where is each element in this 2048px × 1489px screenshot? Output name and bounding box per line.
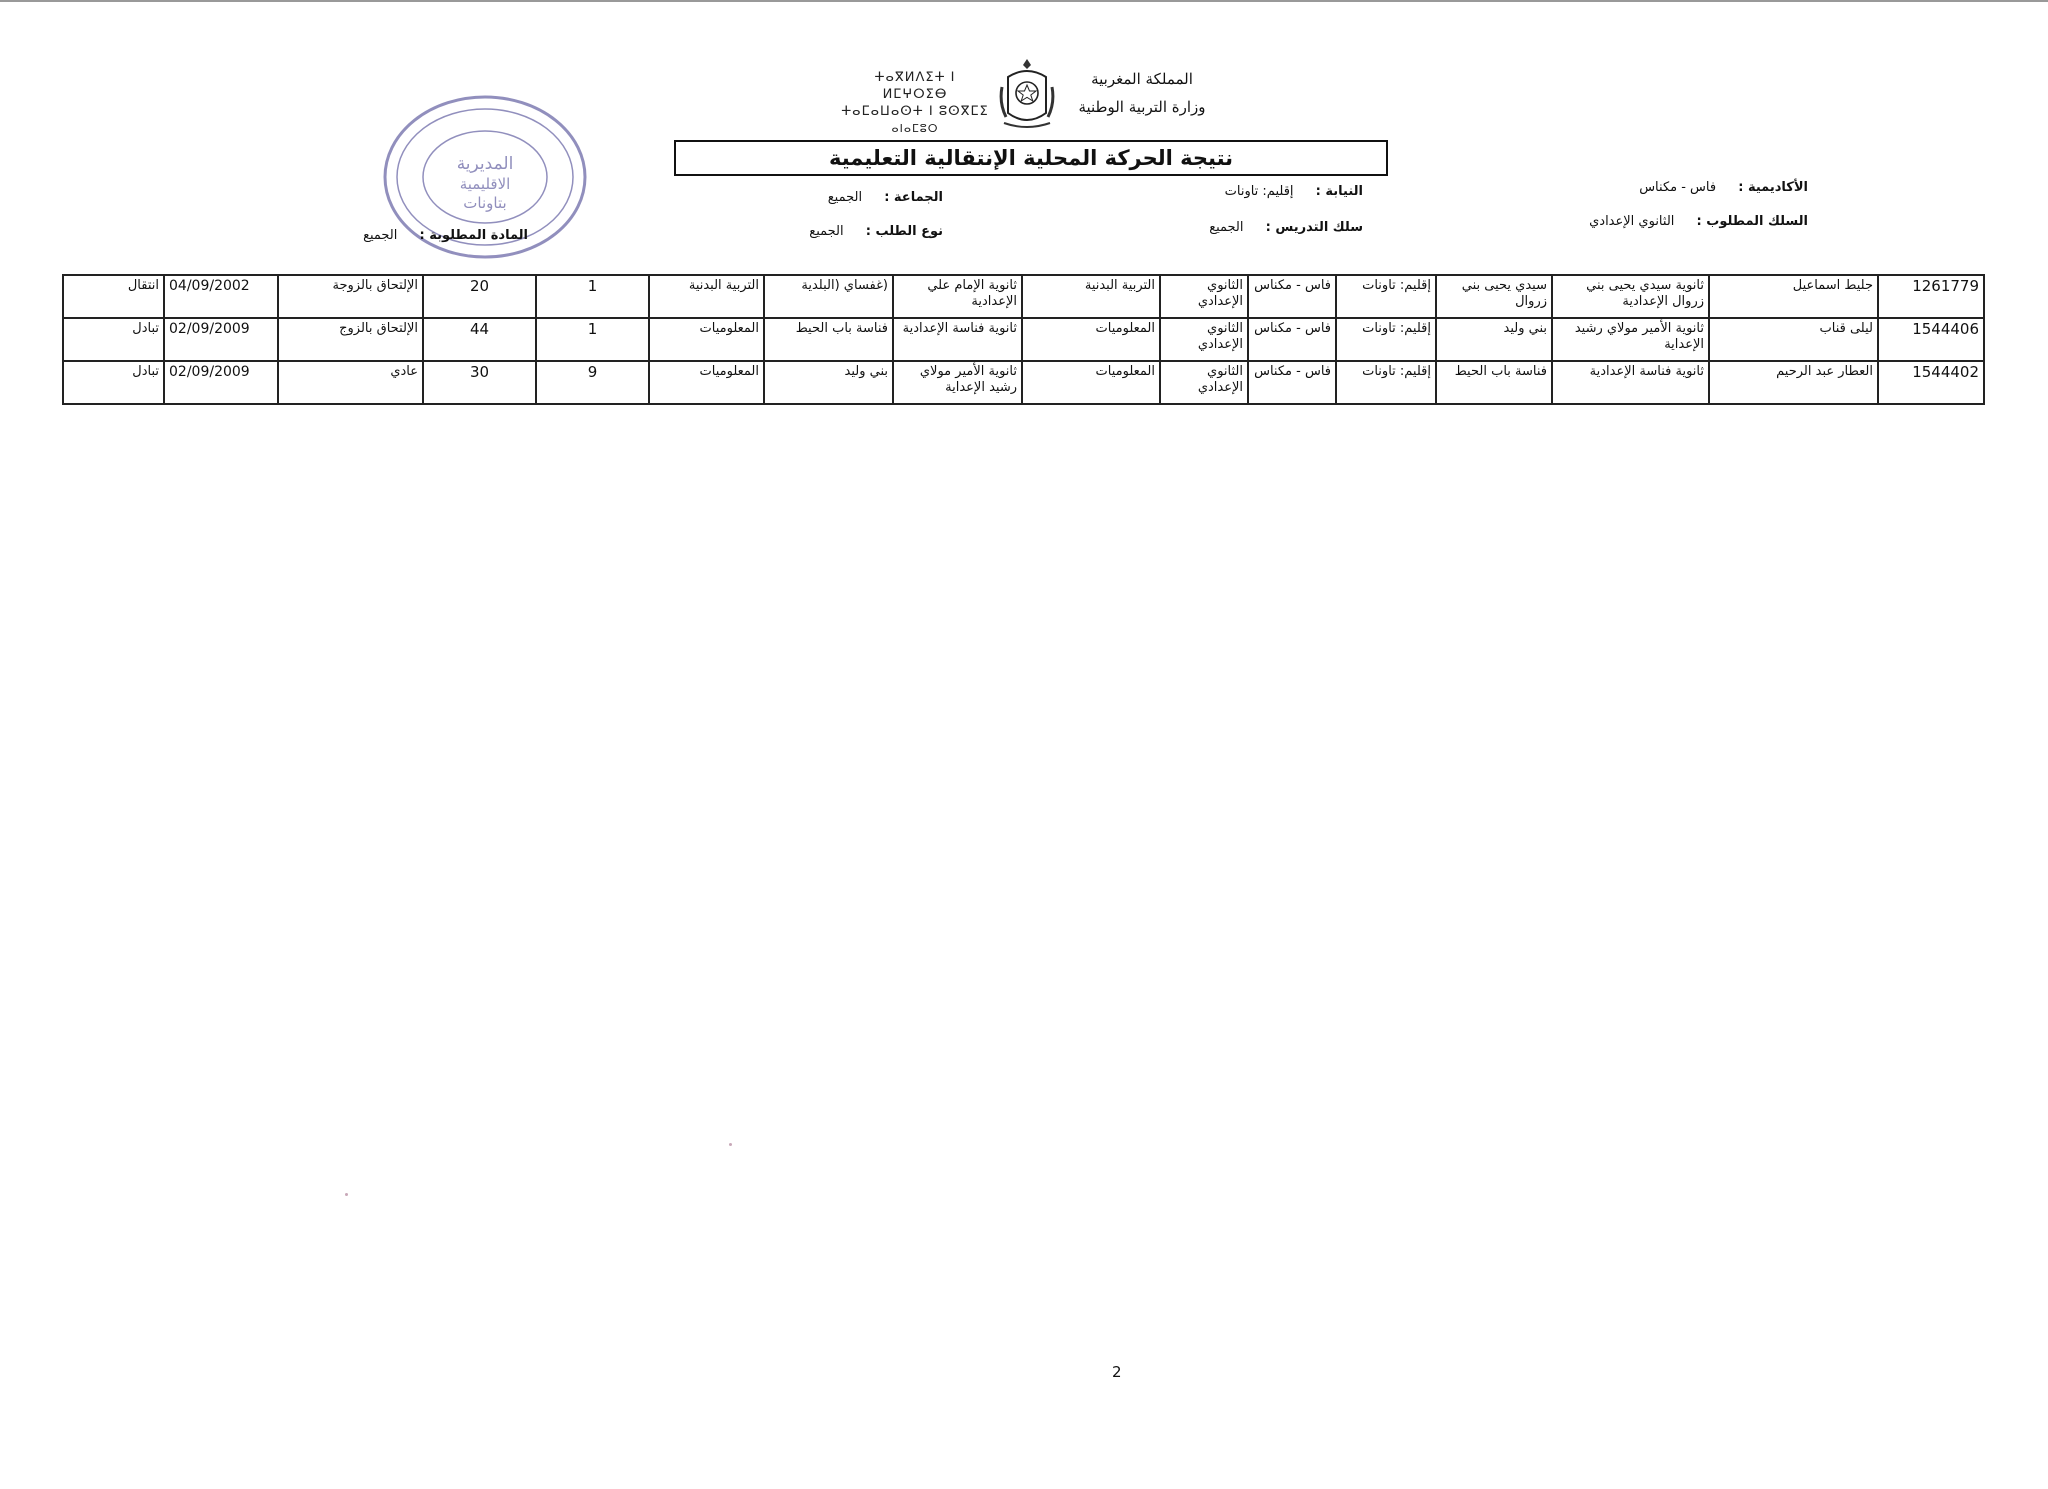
cell-name: ليلى قناب [1709,318,1878,361]
results-table [62,274,1985,405]
cell-cycle: الثانوي الإعدادي [1160,361,1248,404]
svg-text:الاقليمية: الاقليمية [459,175,511,193]
cell-new-subject: المعلوميات [649,318,764,361]
cell-school: ثانوية فناسة الإعدادية [1552,361,1709,404]
meta-label: الأكاديمية : [1738,180,1808,195]
meta-label: نوع الطلب : [865,224,943,239]
cell-order: 1 [536,275,649,318]
cell-reason: الإلتحاق بالزوج [278,318,423,361]
meta-label: السلك المطلوب : [1696,214,1808,229]
tifinagh-line: ⵜⴰⴳⵍⴷⵉⵜ ⵏ ⵍⵎⵖⵔⵉⴱ [874,70,956,102]
meta-label: سلك التدريس : [1265,220,1363,235]
meta-value: الجميع [1209,220,1244,235]
tifinagh-line: ⴰⵏⴰⵎⵓⵔ [891,122,939,135]
cell-province: إقليم: تاونات [1336,275,1436,318]
cell-order: 1 [536,318,649,361]
cell-reason: الإلتحاق بالزوجة [278,275,423,318]
cell-subject: المعلوميات [1022,361,1160,404]
cell-date: 04/09/2002 [164,275,278,318]
cell-new-school: ثانوية الأمير مولاي رشيد الإعداية [893,361,1022,404]
cell-cycle: الثانوي الإعدادي [1160,275,1248,318]
svg-text:المديرية: المديرية [456,154,514,174]
cell-date: 02/09/2009 [164,318,278,361]
scan-speck [729,1143,732,1146]
meta-cycle-required [1589,214,1808,229]
cell-new-school: ثانوية الإمام علي الإعدادية [893,275,1022,318]
meta-delegation [1225,184,1363,199]
cell-type: انتقال [63,275,164,318]
cell-school: ثانوية سيدي يحيى بني زروال الإعدادية [1552,275,1709,318]
meta-value: إقليم: تاونات [1224,184,1294,199]
cell-name: جليط اسماعيل [1709,275,1878,318]
coat-of-arms-emblem [998,57,1056,131]
cell-province: إقليم: تاونات [1336,318,1436,361]
cell-province: إقليم: تاونات [1336,361,1436,404]
cell-new-school: ثانوية فناسة الإعدادية [893,318,1022,361]
svg-text:بتاونات: بتاونات [463,194,507,212]
cell-new-commune: (غفساي (البلدية [764,275,893,318]
meta-label: المادة المطلوبة : [419,228,528,243]
cell-new-subject: التربية البدنية [649,275,764,318]
cell-score: 44 [423,318,536,361]
page-number: 2 [1112,1363,1122,1381]
meta-value: الثانوي الإعدادي [1589,214,1675,229]
cell-type: تبادل [63,318,164,361]
meta-label: الجماعة : [884,190,943,205]
kingdom-name: المملكة المغربية [1091,70,1193,88]
tifinagh-line: ⵜⴰⵎⴰⵡⴰⵙⵜ ⵏ ⵓⵙⴳⵎⵉ [841,104,989,119]
cell-school: ثانوية الأمير مولاي رشيد الإعداية [1552,318,1709,361]
meta-value: فاس - مكناس [1639,180,1717,195]
ministry-name: وزارة التربية الوطنية [1078,98,1206,116]
meta-academy [1639,180,1808,195]
cell-id: 1544406 [1878,318,1984,361]
cell-id: 1261779 [1878,275,1984,318]
meta-label: النيابة : [1315,184,1363,199]
cell-reason: عادي [278,361,423,404]
cell-academy: فاس - مكناس [1248,361,1336,404]
table-row [63,275,1984,318]
table-row [63,318,1984,361]
meta-value: الجميع [809,224,844,239]
scan-speck [345,1193,348,1196]
tifinagh-heading [840,69,990,137]
cell-order: 9 [536,361,649,404]
scan-top-edge [0,0,2048,2]
cell-id: 1544402 [1878,361,1984,404]
cell-score: 20 [423,275,536,318]
cell-commune: بني وليد [1436,318,1552,361]
meta-commune [828,190,943,205]
cell-new-commune: فناسة باب الحيط [764,318,893,361]
meta-value: الجميع [827,190,863,205]
letterhead [840,55,1220,135]
cell-new-subject: المعلوميات [649,361,764,404]
meta-subject-required [363,228,528,243]
meta-teaching-cycle [1209,220,1363,235]
ministry-heading [1062,65,1222,121]
cell-academy: فاس - مكناس [1248,318,1336,361]
meta-value: الجميع [363,228,398,243]
cell-score: 30 [423,361,536,404]
cell-subject: المعلوميات [1022,318,1160,361]
cell-commune: فناسة باب الحيط [1436,361,1552,404]
cell-new-commune: بني وليد [764,361,893,404]
cell-name: العطار عبد الرحيم [1709,361,1878,404]
cell-date: 02/09/2009 [164,361,278,404]
cell-subject: التربية البدنية [1022,275,1160,318]
meta-request-type [809,224,943,239]
table-row [63,361,1984,404]
cell-commune: سيدي يحيى بني زروال [1436,275,1552,318]
cell-cycle: الثانوي الإعدادي [1160,318,1248,361]
cell-academy: فاس - مكناس [1248,275,1336,318]
document-title: نتيجة الحركة المحلية الإنتقالية التعليمية [674,140,1388,176]
cell-type: تبادل [63,361,164,404]
